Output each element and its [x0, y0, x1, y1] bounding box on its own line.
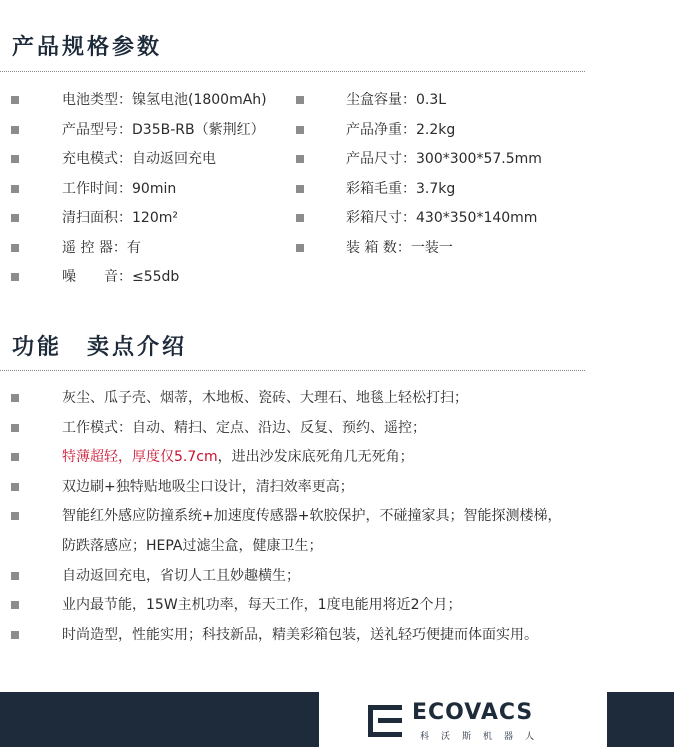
bullet-icon — [296, 214, 304, 222]
spec-row — [0, 267, 620, 287]
bullet-icon — [11, 512, 19, 520]
spec-label: 彩箱毛重： — [346, 181, 416, 197]
feature-item — [0, 566, 620, 586]
spec-row — [0, 149, 620, 169]
spec-value: 430*350*140mm — [416, 210, 538, 226]
row-text — [62, 536, 323, 556]
row-text — [346, 149, 542, 169]
row-text — [346, 238, 453, 258]
feature-item — [0, 388, 620, 408]
feature-continuation — [0, 536, 620, 556]
feature-item — [0, 447, 620, 467]
spec-label: 清扫面积： — [62, 210, 132, 226]
spec-row — [0, 179, 620, 199]
row-text — [62, 267, 179, 287]
row-text — [62, 625, 538, 645]
spec-row — [0, 120, 620, 140]
spec-label: 产品型号： — [62, 122, 132, 138]
feature-text: 时尚造型，性能实用；科技新品，精美彩箱包装，送礼轻巧便捷而体面实用。 — [62, 627, 538, 643]
spec-value: 2.2kg — [416, 122, 456, 138]
bullet-icon — [11, 394, 19, 402]
feature-item — [0, 418, 620, 438]
feature-text: 灰尘、瓜子壳、烟蒂，木地板、瓷砖、大理石、地毯上轻松打扫； — [62, 390, 468, 406]
spec-label: 彩箱尺寸： — [346, 210, 416, 226]
spec-value: 有 — [126, 240, 141, 256]
logo-wordmark: ECOVACS — [412, 700, 534, 725]
bullet-icon — [11, 424, 19, 432]
row-text — [346, 208, 537, 228]
spec-value: 300*300*57.5mm — [416, 151, 542, 167]
bullet-icon — [11, 453, 19, 461]
feature-text: 自动返回充电，省切人工且妙趣横生； — [62, 568, 300, 584]
footer-band-left — [0, 692, 319, 747]
section-divider — [0, 370, 585, 371]
feature-text: 业内最节能，15W主机功率，每天工作，1度电能用将近2个月； — [62, 597, 462, 613]
bullet-icon — [296, 126, 304, 134]
logo-subtext: 科沃斯机器人 — [420, 732, 547, 742]
spec-value: 自动返回充电 — [132, 151, 216, 167]
row-text — [62, 506, 561, 526]
spec-value: 一装一 — [410, 240, 453, 256]
feature-item — [0, 477, 620, 497]
spec-row — [0, 90, 620, 110]
row-text — [346, 179, 455, 199]
spec-value: 90min — [132, 181, 177, 197]
spec-label: 装 箱 数： — [346, 240, 411, 256]
bullet-icon — [296, 244, 304, 252]
feature-text: 双边刷+独特贴地吸尘口设计，清扫效率更高； — [62, 479, 354, 495]
bullet-icon — [11, 273, 19, 281]
feature-item — [0, 625, 620, 645]
feature-highlight: 特薄超轻，厚度仅5.7cm — [62, 449, 218, 465]
spec-label: 充电模式： — [62, 151, 132, 167]
section-divider — [0, 71, 585, 72]
bullet-icon — [296, 96, 304, 104]
feature-text: 智能红外感应防撞系统+加速度传感器+软胶保护，不碰撞家具；智能探测楼梯， — [62, 508, 562, 524]
spec-label: 遥 控 器： — [62, 240, 127, 256]
bullet-icon — [296, 155, 304, 163]
row-text — [346, 120, 455, 140]
spec-row — [0, 208, 620, 228]
row-text — [62, 418, 426, 438]
row-text — [62, 447, 414, 467]
bullet-icon — [11, 572, 19, 580]
ecovacs-logo-mark — [366, 702, 406, 740]
spec-value: 0.3L — [416, 92, 447, 108]
bullet-icon — [11, 631, 19, 639]
spec-row — [0, 238, 620, 258]
ecovacs-logo — [366, 702, 566, 742]
specs-section-title: 产品规格参数 — [12, 35, 163, 60]
feature-item — [0, 595, 620, 615]
spec-label: 工作时间： — [62, 181, 132, 197]
spec-value: 镍氢电池(1800mAh) — [132, 92, 267, 108]
bullet-icon — [296, 185, 304, 193]
spec-value: D35B-RB（紫荆红） — [132, 122, 265, 138]
row-text — [346, 90, 446, 110]
spec-value: ≤55db — [132, 269, 180, 285]
row-text — [62, 566, 300, 586]
row-text — [62, 477, 354, 497]
feature-text: 工作模式：自动、精扫、定点、沿边、反复、预约、遥控； — [62, 420, 426, 436]
footer-band — [0, 692, 674, 747]
spec-label: 产品尺寸： — [346, 151, 416, 167]
bullet-icon — [11, 601, 19, 609]
feature-text: 防跌落感应；HEPA过滤尘盒，健康卫生； — [62, 538, 323, 554]
spec-value: 120m² — [132, 210, 178, 226]
row-text — [62, 388, 468, 408]
feature-text: ，进出沙发床底死角几无死角； — [217, 449, 414, 465]
features-section-title: 功能 卖点介绍 — [12, 335, 188, 360]
feature-item — [0, 506, 620, 526]
spec-value: 3.7kg — [416, 181, 456, 197]
spec-label: 电池类型： — [62, 92, 132, 108]
row-text — [62, 595, 461, 615]
bullet-icon — [11, 483, 19, 491]
footer-band-right — [607, 692, 674, 747]
spec-label: 产品净重： — [346, 122, 416, 138]
spec-label: 尘盒容量： — [346, 92, 416, 108]
spec-label: 噪 音： — [62, 269, 132, 285]
